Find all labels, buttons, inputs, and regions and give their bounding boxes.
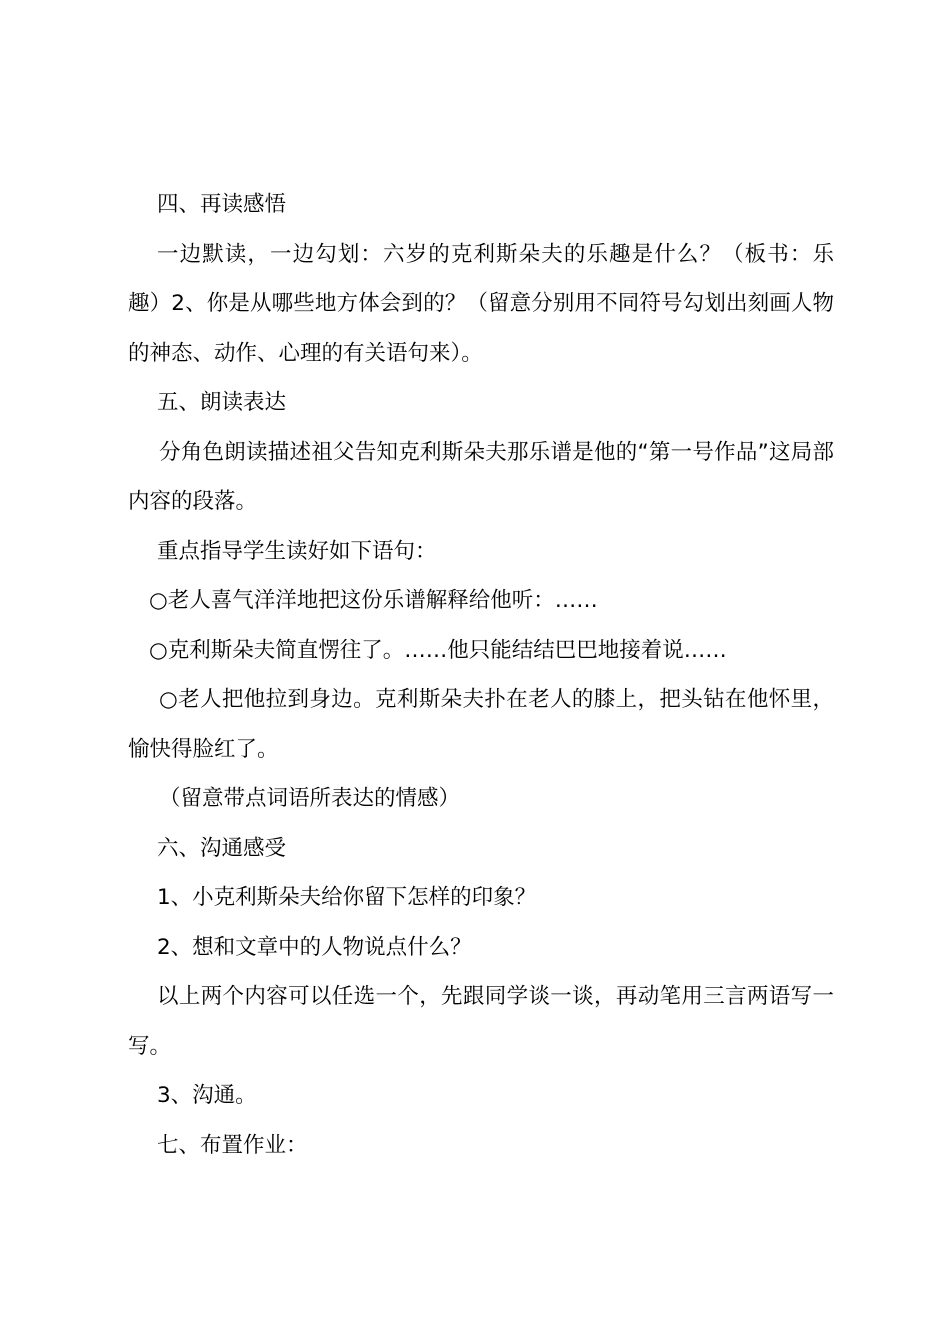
section-5-note: （留意带点词语所表达的情感） — [159, 786, 461, 811]
sentence-1: ○老人喜气洋洋地把这份乐谱解释给他听：…… — [149, 588, 598, 613]
question-2: 2、想和文章中的人物说点什么？ — [157, 934, 472, 960]
section-7-heading: 七、布置作业： — [157, 1132, 308, 1158]
section-6-heading: 六、沟通感受 — [157, 835, 287, 861]
section-6-task: 以上两个内容可以任选一个，先跟同学谈一谈，再动笔用三言两语写一写。 — [128, 984, 834, 1059]
section-5-guide: 重点指导学生读好如下语句： — [157, 538, 437, 564]
section-5-task: 分角色朗读描述祖父告知克利斯朵夫那乐谱是他的“第一号作品”这局部内容的段落。 — [128, 439, 834, 514]
document-body — [128, 180, 834, 1170]
section-4-task: 一边默读，一边勾划：六岁的克利斯朵夫的乐趣是什么？（板书：乐趣）2、你是从哪些地方体会到的？（留意分别用不同符号勾划出刻画人物的神态、动作、心理的有关语句来）。 — [128, 241, 834, 366]
sentence-3: ○老人把他拉到身边。克利斯朵夫扑在老人的膝上，把头钻在他怀里，愉快得脸红了。 — [128, 687, 834, 762]
sentence-2: ○克利斯朵夫简直愣往了。……他只能结结巴巴地接着说…… — [149, 637, 727, 663]
section-4-heading: 四、再读感悟 — [157, 192, 287, 217]
question-3: 3、沟通。 — [157, 1083, 257, 1108]
question-1: 1、小克利斯朵夫给你留下怎样的印象？ — [157, 885, 537, 910]
section-5-heading: 五、朗读表达 — [157, 390, 287, 415]
